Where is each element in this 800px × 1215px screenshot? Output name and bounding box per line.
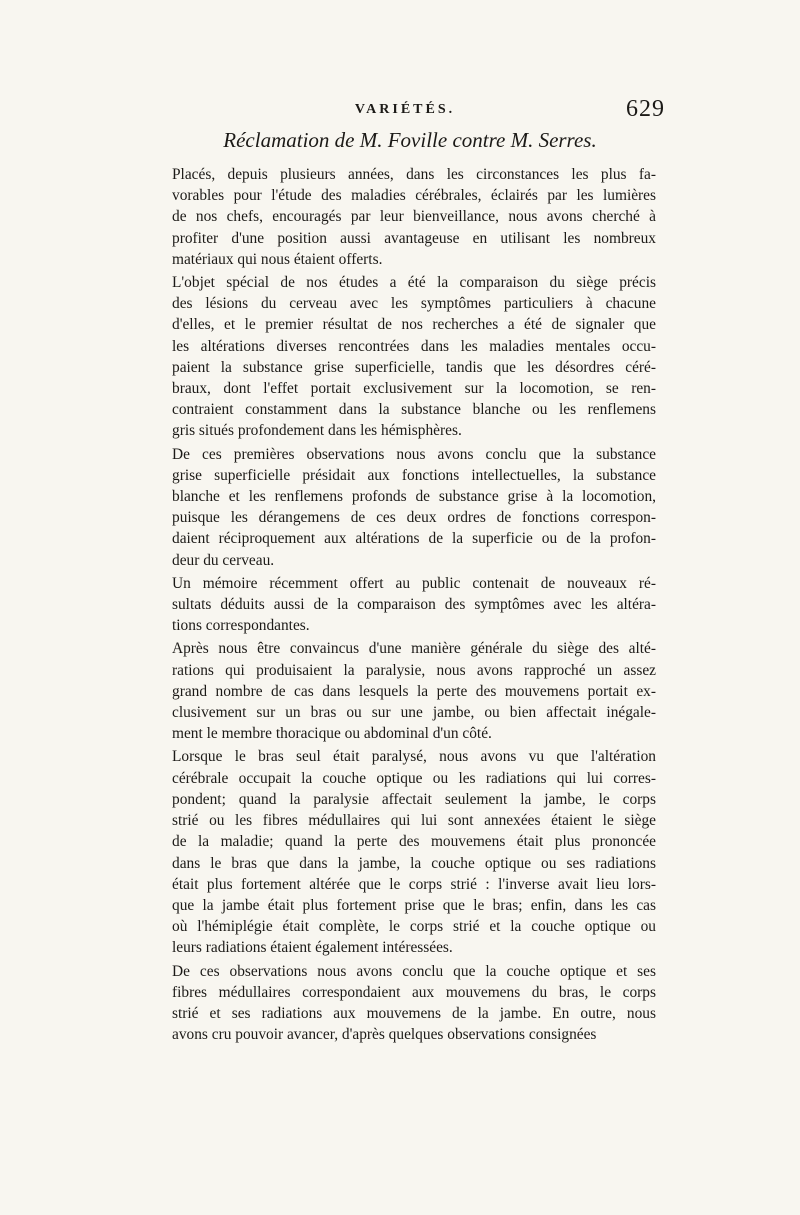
text-line: des lésions du cerveau avec les symptômes particuliers à chacune	[172, 295, 656, 313]
paragraph	[148, 638, 656, 744]
text-line: les altérations diverses rencontrées dans les maladies mentales occu-	[172, 337, 656, 355]
text-line: braux, dont l'effet portait exclusivement sur la locomotion, se ren-	[172, 380, 656, 398]
text-line: grand nombre de cas dans lesquels la perte des mouvemens portait ex-	[172, 682, 656, 700]
text-line: était plus fortement altérée que le corps strié : l'inverse avait lieu lors-	[172, 875, 656, 893]
article-title: Réclamation de M. Foville contre M. Serres.	[223, 128, 597, 152]
text-line: clusivement sur un bras ou sur une jambe, ou bien affectait inégale-	[172, 704, 656, 722]
paragraph	[148, 746, 656, 958]
page-number: 629	[626, 96, 665, 122]
text-line: strié ou les fibres médullaires qui lui sont annexées étaient le siège	[172, 812, 656, 830]
text-line: matériaux qui nous étaient offerts.	[172, 250, 383, 268]
text-line: puisque les dérangemens de ces deux ordres de fonctions correspon-	[172, 509, 656, 527]
text-line: De ces observations nous avons conclu que la couche optique et ses	[172, 962, 656, 980]
text-line: strié et ses radiations aux mouvemens de la jambe. En outre, nous	[172, 1004, 656, 1022]
paragraph	[148, 164, 656, 270]
article-body	[148, 164, 656, 1047]
text-line: sultats déduits aussi de la comparaison des symptômes avec les altéra-	[172, 596, 656, 614]
text-line: de la maladie; quand la perte des mouvemens était plus prononcée	[172, 833, 656, 851]
text-line: deur du cerveau.	[172, 551, 275, 569]
text-line: contraient constamment dans la substance blanche ou les renflemens	[172, 401, 656, 419]
paragraph	[148, 961, 656, 1046]
text-line: fibres médullaires correspondaient aux mouvemens du bras, le corps	[172, 983, 656, 1001]
text-line: d'elles, et le premier résultat de nos recherches a été de signaler que	[172, 316, 656, 334]
text-line: Placés, depuis plusieurs années, dans les circonstances les plus fa-	[172, 166, 656, 183]
text-line: Un mémoire récemment offert au public contenait de nouveaux ré-	[172, 574, 656, 592]
text-line: ment le membre thoracique ou abdominal d'un côté.	[172, 725, 492, 743]
text-line: blanche et les renflemens profonds de substance grise à la locomotion,	[172, 488, 656, 506]
text-line: où l'hémiplégie était complète, le corps strié et la couche optique ou	[172, 918, 656, 936]
text-line: cérébrale occupait la couche optique ou les radiations qui lui corres-	[172, 769, 656, 787]
running-head	[145, 96, 665, 130]
text-line: dans le bras que dans la jambe, la couche optique ou ses radiations	[172, 854, 656, 872]
text-line: Lorsque le bras seul était paralysé, nous avons vu que l'altération	[172, 748, 656, 766]
text-line: tions correspondantes.	[172, 617, 310, 635]
text-line: L'objet spécial de nos études a été la comparaison du siège précis	[172, 274, 656, 292]
text-line: avons cru pouvoir avancer, d'après quelques observations consignées	[172, 1026, 597, 1044]
text-line: Après nous être convaincus d'une manière générale du siège des alté-	[172, 640, 656, 658]
text-line: De ces premières observations nous avons conclu que la substance	[172, 445, 656, 463]
text-line: leurs radiations étaient également intéressées.	[172, 939, 453, 957]
paragraph	[148, 573, 656, 637]
text-line: profiter d'une position aussi avantageuse en utilisant les nombreux	[172, 229, 656, 247]
text-line: daient réciproquement aux altérations de la superficie ou de la profon-	[172, 530, 656, 548]
text-line: paient la substance grise superficielle, tandis que les désordres céré-	[172, 358, 656, 376]
text-line: pondent; quand la paralysie affectait seulement la jambe, le corps	[172, 790, 656, 808]
text-line: rations qui produisaient la paralysie, nous avons rapproché un assez	[172, 661, 656, 679]
text-line: que la jambe était plus fortement prise que le bras; enfin, dans les cas	[172, 896, 656, 914]
paragraph	[148, 444, 656, 571]
running-head-title: VARIÉTÉS.	[354, 102, 456, 117]
paragraph	[148, 272, 656, 442]
text-line: grise superficielle présidait aux fonctions intellectuelles, la substance	[172, 466, 656, 484]
text-line: vorables pour l'étude des maladies cérébrales, éclairés par les lumières	[172, 187, 656, 205]
text-line: gris situés profondement dans les hémisphères.	[172, 422, 462, 440]
text-line: de nos chefs, encouragés par leur bienveillance, nous avons cherché à	[172, 208, 656, 226]
